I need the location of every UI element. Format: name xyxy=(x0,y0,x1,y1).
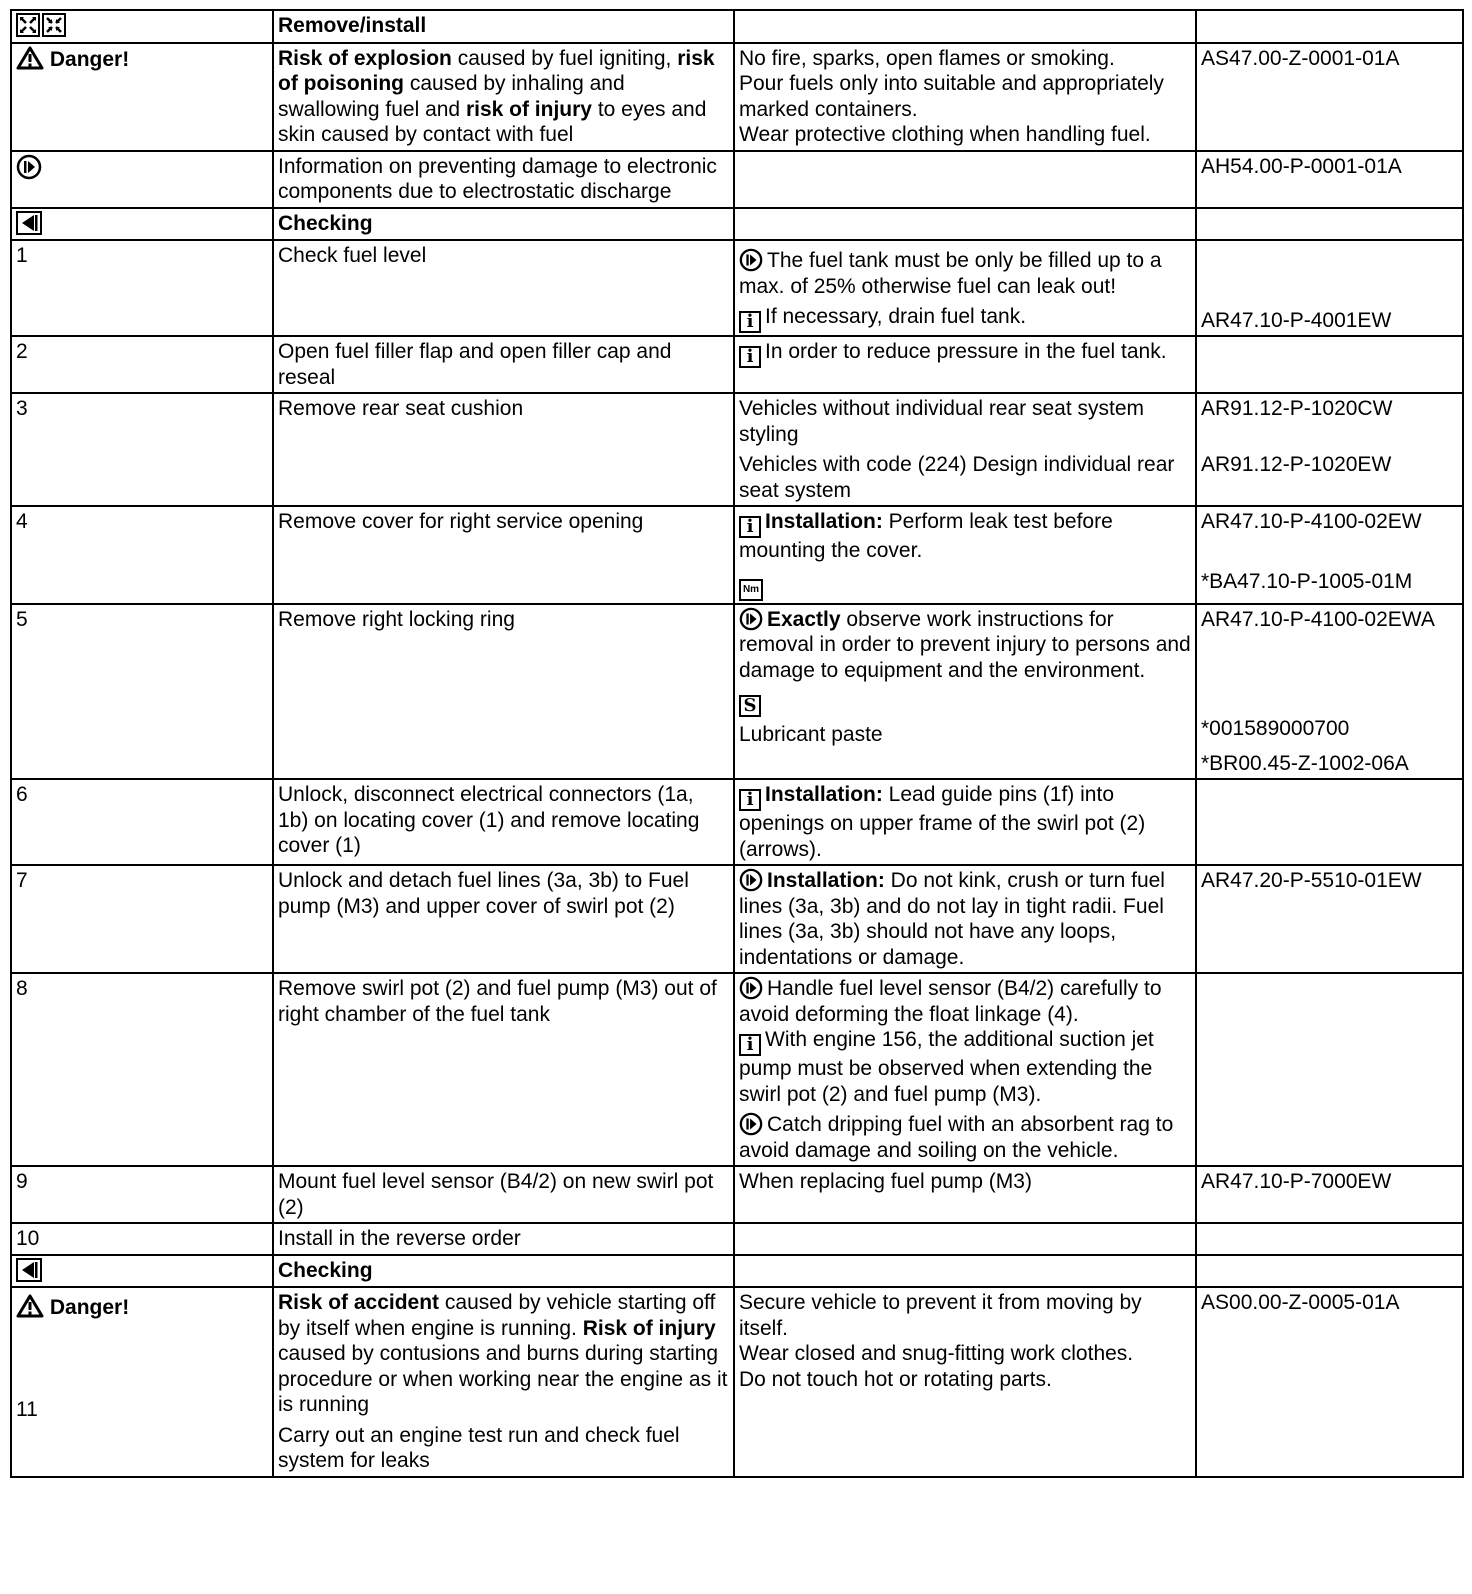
table-row xyxy=(11,1166,1463,1223)
note: Perform leak test before mounting the cover. xyxy=(739,510,1113,562)
step-number: 4 xyxy=(11,506,273,604)
step-text: Unlock, disconnect electrical connectors (1a, 1b) on locating cover (1) and remove locating cover (1) xyxy=(273,779,734,865)
table-row xyxy=(11,208,1463,241)
reference: *001589000700 xyxy=(1201,717,1350,740)
step-text: Unlock and detach fuel lines (3a, 3b) to Fuel pump (M3) and upper cover of swirl pot (2) xyxy=(273,865,734,973)
work-instructions-table xyxy=(10,9,1464,1478)
step-text: Open fuel filler flap and open filler cap and reseal xyxy=(273,336,734,393)
esd-caution-icon xyxy=(16,154,42,180)
checking-icon xyxy=(16,1258,42,1282)
table-row: 4 Remove cover for right service opening i Installation: Perform leak test before mounting the cover. Nm AR47.10-P-4100-02EW *BA47.10-P-1005-01M xyxy=(11,506,1463,604)
section-title: Remove/install xyxy=(273,10,734,43)
step-number: 9 xyxy=(11,1166,273,1223)
note: Lead guide pins (1f) into openings on upper frame of the swirl pot (2) (arrows). xyxy=(739,783,1146,861)
note: The fuel tank must be only be filled up to a max. of 25% otherwise fuel can leak out! xyxy=(739,249,1162,298)
reference: AH54.00-P-0001-01A xyxy=(1196,151,1463,208)
step-text: Carry out an engine test run and check fuel system for leaks xyxy=(278,1423,680,1472)
caution-icon xyxy=(739,868,763,892)
step-text: Remove rear seat cushion xyxy=(273,393,734,506)
danger-label: Danger! xyxy=(11,43,273,151)
table-row xyxy=(11,1255,1463,1288)
note: Do not kink, crush or turn fuel lines (3a, 3b) and do not lay in tight radii. Fuel lines (3a, 3b) should not have any loops, indentations or damage. xyxy=(739,869,1165,969)
info-icon: i xyxy=(739,789,761,811)
note: Handle fuel level sensor (B4/2) carefully to avoid deforming the float linkage (4). xyxy=(739,977,1162,1026)
reference: AR47.10-P-7000EW xyxy=(1196,1166,1463,1223)
table-row: 7 Unlock and detach fuel lines (3a, 3b) to Fuel pump (M3) and upper cover of swirl pot (2) Installation: Do not kink, crush or turn fuel lines (3a, 3b) and do not lay in tight radii. Fuel lines (3a, 3b) should not have any loops, indentations or damage. AR47.20-P-5510-01EW xyxy=(11,865,1463,973)
step-number: 2 xyxy=(11,336,273,393)
table-row xyxy=(11,240,1463,336)
note: When replacing fuel pump (M3) xyxy=(734,1166,1196,1223)
reference: AR47.10-P-4001EW xyxy=(1201,308,1392,332)
checking-icon xyxy=(16,211,42,235)
danger-note: No fire, sparks, open flames or smoking. Pour fuels only into suitable and appropriately marked containers. Wear protective clothing when handling fuel. xyxy=(734,43,1196,151)
step-number: 3 xyxy=(11,393,273,506)
esd-text: Information on preventing damage to electronic components due to electrostatic discharge xyxy=(273,151,734,208)
reference: AR91.12-P-1020CW xyxy=(1201,397,1393,420)
caution-icon xyxy=(739,1112,763,1136)
caution-icon xyxy=(739,607,763,631)
step-text: Remove swirl pot (2) and fuel pump (M3) out of right chamber of the fuel tank xyxy=(273,973,734,1166)
step-number: 1 xyxy=(11,240,273,336)
note: Vehicles without individual rear seat system styling xyxy=(739,397,1145,446)
note: Catch dripping fuel with an absorbent rag to avoid damage and soiling on the vehicle. xyxy=(739,1113,1174,1162)
note: Vehicles with code (224) Design individual rear seat system xyxy=(739,453,1175,502)
table-row xyxy=(11,1223,1463,1255)
warning-triangle-icon xyxy=(16,1294,44,1318)
note: Lubricant paste xyxy=(739,723,883,746)
torque-nm-icon: Nm xyxy=(739,579,763,601)
section-title: Checking xyxy=(273,208,734,241)
caution-icon xyxy=(739,976,763,1000)
note: observe work instructions for removal in order to prevent injury to persons and damage to equipment and the environment. xyxy=(739,607,1191,682)
reference: AS00.00-Z-0005-01A xyxy=(1196,1287,1463,1477)
step-text: Install in the reverse order xyxy=(273,1223,734,1255)
reference: AS47.00-Z-0001-01A xyxy=(1196,43,1463,151)
step-text: Remove right locking ring xyxy=(273,604,734,780)
info-icon: i xyxy=(739,346,761,368)
caution-icon xyxy=(739,248,763,272)
table-row xyxy=(11,393,1463,506)
step-number: 7 xyxy=(11,865,273,973)
table-row: 5 Remove right locking ring Exactly observe work instructions for removal in order to prevent injury to persons and damage to equipment and the environment. S Lubricant paste AR47.10-P-4100-02EWA *001589000700 *BR00.45-Z-1002-06A xyxy=(11,604,1463,780)
reference: AR47.20-P-5510-01EW xyxy=(1196,865,1463,973)
reference: AR47.10-P-4100-02EWA xyxy=(1201,607,1435,631)
step-text: Mount fuel level sensor (B4/2) on new swirl pot (2) xyxy=(273,1166,734,1223)
note: In order to reduce pressure in the fuel tank. xyxy=(765,340,1167,363)
info-icon: i xyxy=(739,311,761,333)
danger-note: Secure vehicle to prevent it from moving by itself. Wear closed and snug-fitting work clothes. Do not touch hot or rotating parts. xyxy=(734,1287,1196,1477)
step-number: 11 xyxy=(16,1397,38,1421)
step-text: Check fuel level xyxy=(273,240,734,336)
warning-triangle-icon xyxy=(16,46,44,70)
danger-description: Risk of explosion caused by fuel igniting, risk of poisoning caused by inhaling and swallowing fuel and risk of injury to eyes and skin caused by contact with fuel xyxy=(273,43,734,151)
icon-cell xyxy=(11,10,273,43)
table-row xyxy=(11,336,1463,393)
table-row xyxy=(11,1287,1463,1477)
reference: AR47.10-P-4100-02EW xyxy=(1201,510,1422,533)
step-number: 6 xyxy=(11,779,273,865)
note: With engine 156, the additional suction jet pump must be observed when extending the swirl pot (2) and fuel pump (M3). xyxy=(739,1028,1154,1106)
note: If necessary, drain fuel tank. xyxy=(765,305,1027,328)
table-row xyxy=(11,151,1463,208)
danger-description: Risk of accident caused by vehicle starting off by itself when engine is running. Risk of injury caused by contusions and burns during starting procedure or when working near the engine as it is running xyxy=(278,1291,728,1416)
table-row: 6 Unlock, disconnect electrical connectors (1a, 1b) on locating cover (1) and remove locating cover (1) i Installation: Lead guide pins (1f) into openings on upper frame of the swirl pot (2) (arrows). xyxy=(11,779,1463,865)
info-icon: i xyxy=(739,1034,761,1056)
step-number: 8 xyxy=(11,973,273,1166)
table-row xyxy=(11,43,1463,151)
danger-label: Danger! xyxy=(49,1296,130,1319)
reference: AR91.12-P-1020EW xyxy=(1201,452,1392,476)
special-tool-icon: S xyxy=(739,695,761,717)
step-number: 10 xyxy=(11,1223,273,1255)
reference: *BR00.45-Z-1002-06A xyxy=(1201,751,1409,775)
step-number: 5 xyxy=(11,604,273,780)
section-title: Checking xyxy=(273,1255,734,1288)
table-row xyxy=(11,973,1463,1166)
info-icon: i xyxy=(739,516,761,538)
remove-install-icon xyxy=(16,13,66,37)
step-text: Remove cover for right service opening xyxy=(273,506,734,604)
reference: *BA47.10-P-1005-01M xyxy=(1201,569,1413,593)
table-row xyxy=(11,10,1463,43)
